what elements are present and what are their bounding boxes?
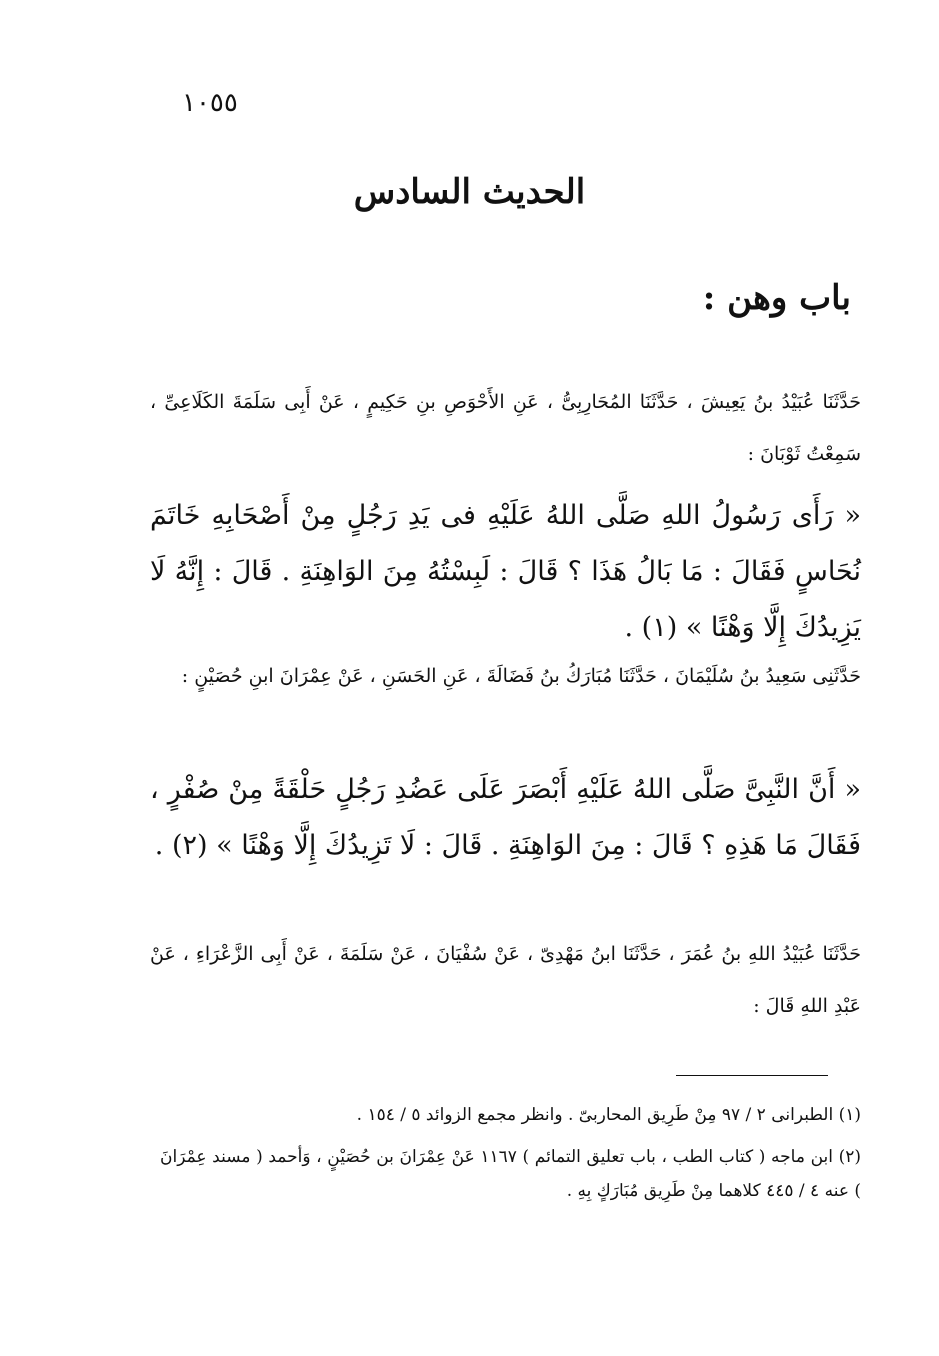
isnad-text: حَدَّثَنَا عُبَيْدُ بنُ يَعِيشَ ، حَدَّثَنَا المُحَارِبِىُّ ، عَنِ الأَحْوَصِ بنِ حَكِيمٍ ، عَنْ أَبِى سَلَمَةَ الكَلَاعِىِّ ، سَمِعْتُ ثَوْبَانَ :	[150, 391, 861, 465]
matn-text: « رَأَى رَسُولُ اللهِ صَلَّى اللهُ عَلَيْهِ فى يَدِ رَجُلٍ مِنْ أَصْحَابِهِ خَاتَمَ نُحَاسٍ فَقَالَ : مَا بَالُ هَذَا ؟ قَالَ : لَبِسْتُهُ مِنَ الوَاهِنَةِ . قَالَ : إِنَّهُ لَا يَزِيدُكَ إِلَّا وَهْنًا » (١) .	[150, 500, 861, 643]
isnad-text: حَدَّثَنِى سَعِيدُ بنُ سُلَيْمَانَ ، حَدَّثَنَا مُبَارَكُ بنُ فَضَالَةَ ، عَنِ الحَسَنِ ، عَنْ عِمْرَانَ ابنِ حُصَيْنٍ :	[181, 665, 861, 687]
footnote-1: (١) الطبرانى ٢ / ٩٧ مِنْ طَرِيق المحاربىّ . وانظر مجمع الزوائد ٥ / ١٥٤ .	[356, 1105, 861, 1125]
footnotes	[160, 1098, 861, 1216]
matn-text: « أَنَّ النَّبِىَّ صَلَّى اللهُ عَلَيْهِ أَبْصَرَ عَلَى عَضُدِ رَجُلٍ حَلْقَةً مِنْ صُفْرٍ ، فَقَالَ مَا هَذِهِ ؟ قَالَ : مِنَ الوَاهِنَةِ . قَالَ : لَا تَزِيدُكَ إِلَّا وَهْنًا » (٢) .	[150, 774, 861, 861]
hadith-3-isnad	[150, 928, 861, 1032]
hadith-2-isnad	[150, 650, 861, 702]
footnote-2: (٢) ابن ماجه ( كتاب الطب ، باب تعليق التمائم ) ١١٦٧ عَنْ عِمْرَانَ بن حُصَيْنٍ ، وَأحمد ( مسند عِمْرَانَ ) عنه ٤ / ٤٤٥ كلاهما مِنْ طَرِيق مُبَارَكٍ بِهِ .	[160, 1147, 861, 1201]
hadith-1-isnad	[150, 376, 861, 480]
hadith-1-matn	[150, 488, 861, 656]
section-heading: باب وهن :	[702, 278, 851, 318]
footnote-separator	[676, 1075, 828, 1076]
hadith-2-matn	[150, 762, 861, 874]
chapter-title: الحديث السادس	[353, 172, 586, 212]
page-number: ١٠٥٥	[182, 88, 238, 118]
isnad-text: حَدَّثَنَا عُبَيْدُ اللهِ بنُ عُمَرَ ، حَدَّثَنَا ابنُ مَهْدِىّ ، عَنْ سُفْيَانَ ، عَنْ سَلَمَةَ ، عَنْ أَبِى الزَّعْرَاءِ ، عَنْ عَبْدِ اللهِ قَالَ :	[150, 943, 861, 1017]
